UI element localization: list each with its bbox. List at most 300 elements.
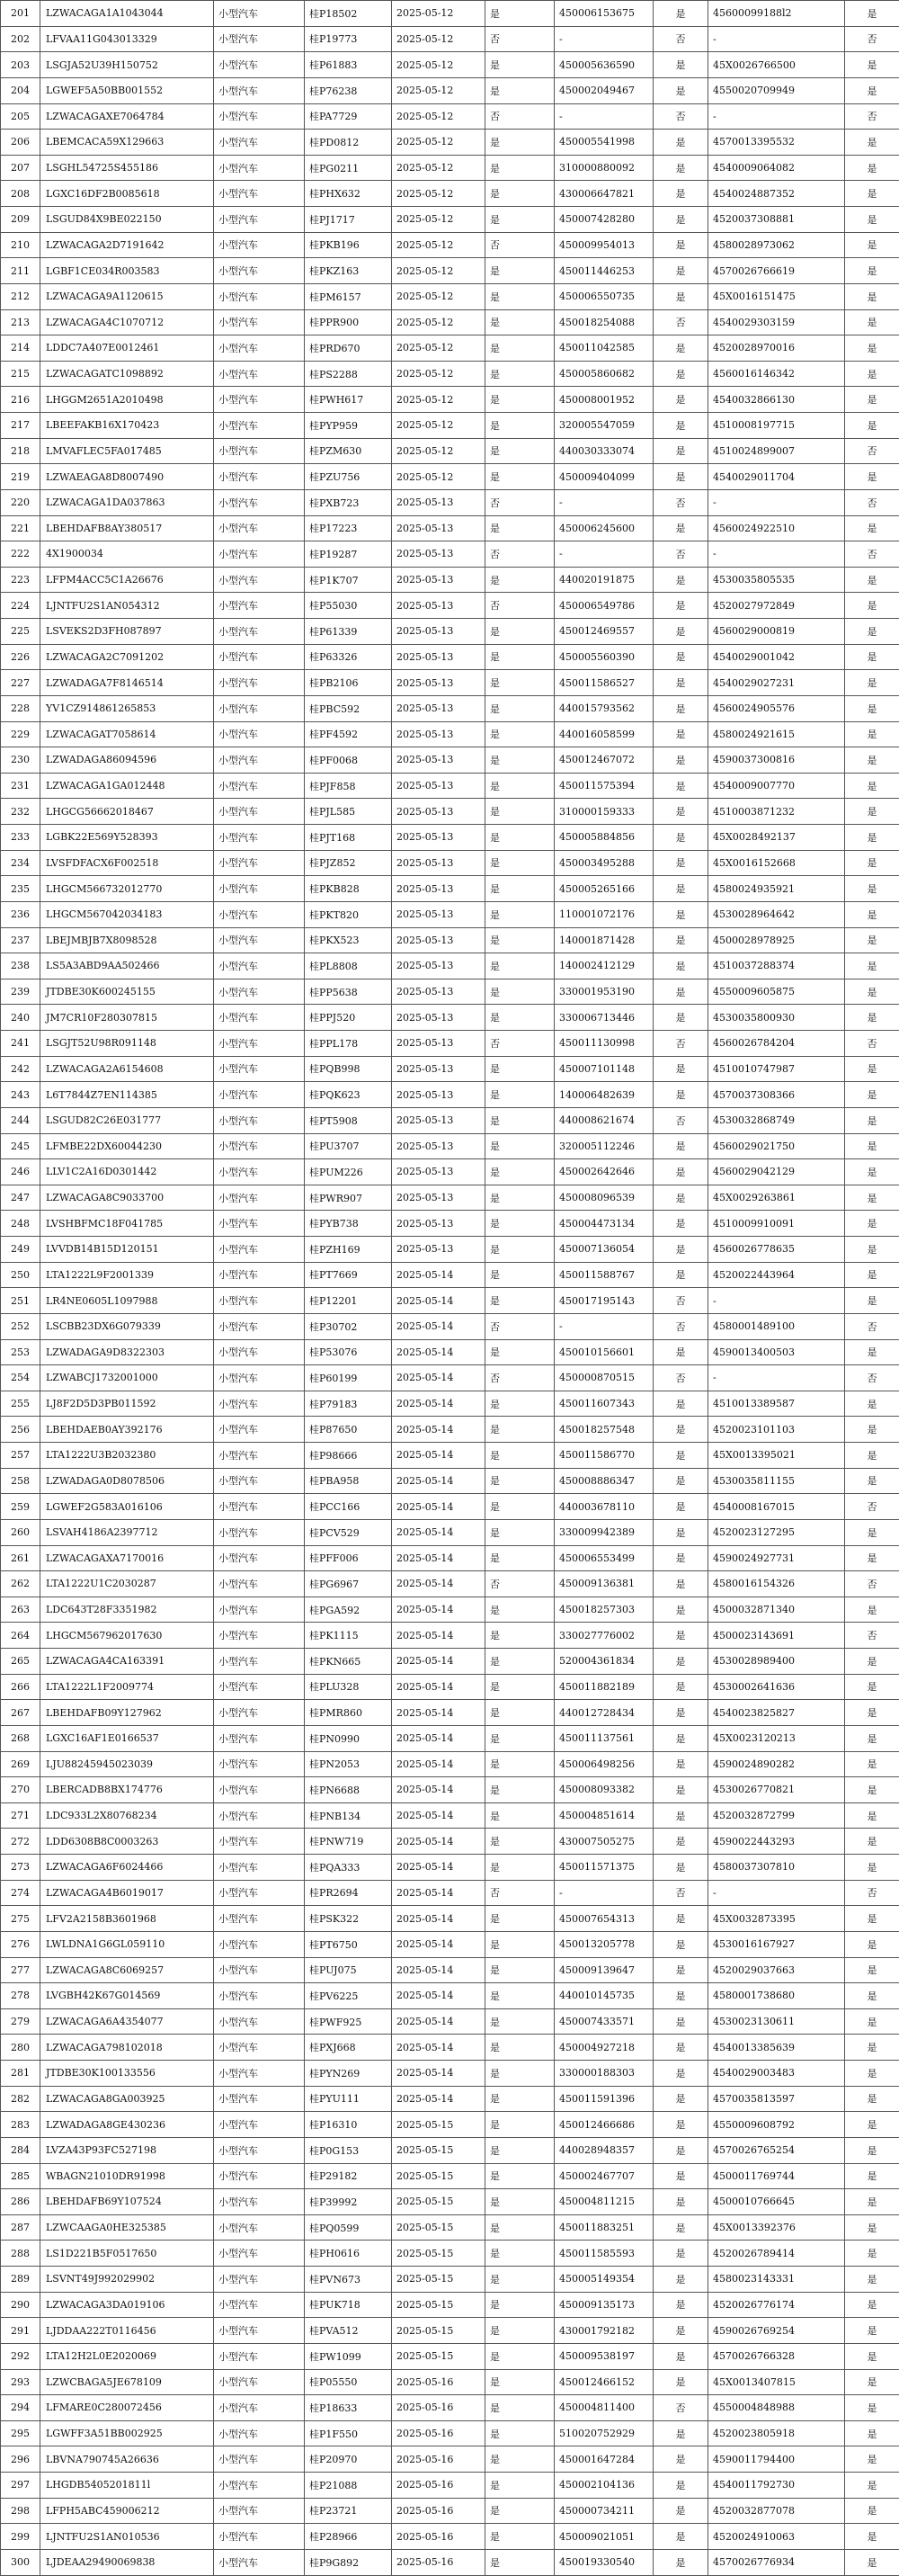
vin-cell: LZWACAGA6F6024466 (40, 1855, 214, 1881)
policy-number-cell: 450004811400 (555, 2395, 654, 2421)
vehicle-type-cell: 小型汽车 (214, 825, 305, 851)
policy-number-cell: 450007101148 (555, 1056, 654, 1082)
policy-number-2-cell: 4530032868749 (708, 1107, 845, 1133)
date-cell: 2025-05-14 (392, 1597, 485, 1623)
vehicle-type-cell: 小型汽车 (214, 721, 305, 747)
row-number: 248 (1, 1211, 40, 1237)
date-cell: 2025-05-12 (392, 130, 485, 156)
policy-number-cell: 450011585593 (555, 2241, 654, 2267)
date-cell: 2025-05-12 (392, 103, 485, 130)
row-number: 232 (1, 799, 40, 825)
vehicle-type-cell: 小型汽车 (214, 670, 305, 696)
row-number: 289 (1, 2267, 40, 2293)
flag-1-cell: 是 (485, 2267, 555, 2293)
vin-cell: LJDEAA29490069838 (40, 2549, 214, 2575)
date-cell: 2025-05-14 (392, 1674, 485, 1700)
vehicle-type-cell: 小型汽车 (214, 2035, 305, 2061)
plate-cell: 桂PB2106 (305, 670, 392, 696)
policy-number-cell: 320005547059 (555, 413, 654, 439)
plate-cell: 桂PKX523 (305, 927, 392, 953)
date-cell: 2025-05-14 (392, 1931, 485, 1957)
flag-2-cell: 否 (654, 103, 708, 130)
date-cell: 2025-05-13 (392, 953, 485, 979)
table-row (1, 2008, 899, 2035)
policy-number-cell: 450005149354 (555, 2267, 654, 2293)
policy-number-cell: - (555, 103, 654, 130)
policy-number-2-cell: 4530028989400 (708, 1649, 845, 1675)
vin-cell: LZWACAGA8C6069257 (40, 1957, 214, 1983)
table-row (1, 2035, 899, 2061)
flag-2-cell: 是 (654, 1983, 708, 2009)
table-row (1, 747, 899, 774)
policy-number-2-cell: 45X0016152668 (708, 850, 845, 876)
flag-3-cell: 是 (845, 283, 899, 309)
policy-number-cell: 450012469557 (555, 619, 654, 645)
vin-cell: LZWACAGAXA7170016 (40, 1545, 214, 1571)
flag-2-cell: 是 (654, 52, 708, 78)
policy-number-2-cell: 4560024922510 (708, 515, 845, 541)
policy-number-cell: 450002049467 (555, 77, 654, 103)
vin-cell: LZWACAGA1DA037863 (40, 489, 214, 515)
policy-number-cell: 450011130998 (555, 1031, 654, 1057)
plate-cell: 桂PWH617 (305, 387, 392, 413)
date-cell: 2025-05-13 (392, 593, 485, 619)
table-row (1, 1417, 899, 1443)
table-row (1, 1494, 899, 1520)
flag-2-cell: 是 (654, 1519, 708, 1545)
row-number: 213 (1, 309, 40, 335)
plate-cell: 桂PBC592 (305, 695, 392, 721)
flag-1-cell: 是 (485, 181, 555, 207)
policy-number-cell: 450011575394 (555, 773, 654, 799)
vin-cell: 4X1900034 (40, 541, 214, 568)
flag-3-cell: 是 (845, 567, 899, 593)
vin-cell: LTA1222L9F2001339 (40, 1262, 214, 1288)
vin-cell: LS1D221B5F0517650 (40, 2241, 214, 2267)
date-cell: 2025-05-12 (392, 258, 485, 284)
vehicle-type-cell: 小型汽车 (214, 2241, 305, 2267)
policy-number-2-cell: 4520023127295 (708, 1519, 845, 1545)
flag-1-cell: 否 (485, 1313, 555, 1339)
row-number: 220 (1, 489, 40, 515)
table-row (1, 1725, 899, 1751)
row-number: 230 (1, 747, 40, 774)
date-cell: 2025-05-12 (392, 335, 485, 362)
date-cell: 2025-05-13 (392, 825, 485, 851)
plate-cell: 桂P39992 (305, 2189, 392, 2215)
date-cell: 2025-05-14 (392, 1777, 485, 1803)
flag-2-cell: 是 (654, 799, 708, 825)
flag-1-cell: 是 (485, 1005, 555, 1031)
vin-cell: LGWEF2G583A016106 (40, 1494, 214, 1520)
policy-number-cell: 450008096539 (555, 1185, 654, 1211)
vehicle-type-cell: 小型汽车 (214, 1700, 305, 1726)
policy-number-2-cell: 4580001738680 (708, 1983, 845, 2009)
vin-cell: LVSFDFACX6F002518 (40, 850, 214, 876)
flag-2-cell: 是 (654, 1700, 708, 1726)
row-number: 285 (1, 2163, 40, 2189)
vehicle-type-cell: 小型汽车 (214, 2061, 305, 2087)
flag-2-cell: 是 (654, 2343, 708, 2369)
flag-1-cell: 是 (485, 1983, 555, 2009)
date-cell: 2025-05-12 (392, 155, 485, 181)
vehicle-type-cell: 小型汽车 (214, 1417, 305, 1443)
row-number: 209 (1, 207, 40, 233)
policy-number-cell: 320005112246 (555, 1133, 654, 1159)
flag-2-cell: 是 (654, 953, 708, 979)
flag-3-cell: 是 (845, 670, 899, 696)
flag-1-cell: 是 (485, 387, 555, 413)
table-row (1, 1031, 899, 1057)
flag-3-cell: 是 (845, 1133, 899, 1159)
flag-3-cell: 是 (845, 1262, 899, 1288)
vin-cell: LSGUD82C26E031777 (40, 1107, 214, 1133)
vin-cell: WBAGN21010DR91998 (40, 2163, 214, 2189)
vehicle-type-cell: 小型汽车 (214, 2267, 305, 2293)
flag-1-cell: 是 (485, 2086, 555, 2112)
row-number: 242 (1, 1056, 40, 1082)
vin-cell: LVVDB14B15D120151 (40, 1237, 214, 1263)
policy-number-cell: 450007654313 (555, 1906, 654, 1932)
date-cell: 2025-05-16 (392, 2420, 485, 2446)
vehicle-type-cell: 小型汽车 (214, 103, 305, 130)
policy-number-2-cell: 4540029003483 (708, 2061, 845, 2087)
vin-cell: YV1CZ914861265853 (40, 695, 214, 721)
policy-number-2-cell: 45X0013392376 (708, 2214, 845, 2241)
flag-1-cell: 是 (485, 1391, 555, 1417)
flag-2-cell: 是 (654, 1855, 708, 1881)
flag-3-cell: 是 (845, 1545, 899, 1571)
row-number: 271 (1, 1802, 40, 1829)
table-row (1, 1545, 899, 1571)
flag-3-cell: 否 (845, 1880, 899, 1906)
policy-number-cell: 450008001952 (555, 387, 654, 413)
policy-number-cell: 450004811215 (555, 2189, 654, 2215)
flag-2-cell: 是 (654, 2473, 708, 2499)
vin-cell: LZWAEAGA8D8007490 (40, 464, 214, 490)
policy-number-2-cell: 4510003871232 (708, 799, 845, 825)
table-row (1, 361, 899, 387)
row-number: 234 (1, 850, 40, 876)
row-number: 225 (1, 619, 40, 645)
flag-1-cell: 是 (485, 1931, 555, 1957)
date-cell: 2025-05-13 (392, 644, 485, 670)
vehicle-type-cell: 小型汽车 (214, 1339, 305, 1365)
flag-1-cell: 是 (485, 1288, 555, 1314)
vin-cell: LGXC16AF1E0166537 (40, 1725, 214, 1751)
flag-1-cell: 是 (485, 2473, 555, 2499)
flag-1-cell: 是 (485, 335, 555, 362)
table-row (1, 850, 899, 876)
policy-number-cell: 450011883251 (555, 2214, 654, 2241)
flag-3-cell: 是 (845, 77, 899, 103)
flag-2-cell: 是 (654, 1005, 708, 1031)
plate-cell: 桂PJT168 (305, 825, 392, 851)
flag-1-cell: 是 (485, 1185, 555, 1211)
policy-number-2-cell: 4510008197715 (708, 413, 845, 439)
row-number: 286 (1, 2189, 40, 2215)
policy-number-2-cell: 4590022443293 (708, 1829, 845, 1855)
table-row (1, 619, 899, 645)
vin-cell: LJU88245945023039 (40, 1751, 214, 1777)
vehicle-type-cell: 小型汽车 (214, 593, 305, 619)
date-cell: 2025-05-13 (392, 1211, 485, 1237)
flag-3-cell: 是 (845, 2163, 899, 2189)
policy-number-cell: 450017195143 (555, 1288, 654, 1314)
row-number: 292 (1, 2343, 40, 2369)
flag-2-cell: 否 (654, 1107, 708, 1133)
table-row (1, 2189, 899, 2215)
flag-3-cell: 是 (845, 2292, 899, 2318)
flag-2-cell: 是 (654, 2214, 708, 2241)
vin-cell: LHGCM567042034183 (40, 901, 214, 927)
flag-1-cell: 是 (485, 464, 555, 490)
policy-number-cell: 450006549786 (555, 593, 654, 619)
flag-3-cell: 是 (845, 464, 899, 490)
flag-2-cell: 是 (654, 1829, 708, 1855)
row-number: 235 (1, 876, 40, 902)
flag-1-cell: 是 (485, 1211, 555, 1237)
flag-1-cell: 是 (485, 2214, 555, 2241)
table-row (1, 2420, 899, 2446)
date-cell: 2025-05-16 (392, 2498, 485, 2524)
flag-3-cell: 是 (845, 1, 899, 27)
flag-3-cell: 是 (845, 901, 899, 927)
table-row (1, 2498, 899, 2524)
row-number: 203 (1, 52, 40, 78)
flag-2-cell: 是 (654, 515, 708, 541)
flag-2-cell: 是 (654, 747, 708, 774)
flag-1-cell: 是 (485, 1, 555, 27)
plate-cell: 桂PCV529 (305, 1519, 392, 1545)
row-number: 280 (1, 2035, 40, 2061)
policy-number-2-cell: 4530035805535 (708, 567, 845, 593)
flag-2-cell: 是 (654, 1159, 708, 1185)
flag-2-cell: 是 (654, 773, 708, 799)
row-number: 241 (1, 1031, 40, 1057)
flag-3-cell: 是 (845, 1906, 899, 1932)
vin-cell: LBEJMBJB7X8098528 (40, 927, 214, 953)
flag-2-cell: 是 (654, 2292, 708, 2318)
date-cell: 2025-05-15 (392, 2292, 485, 2318)
policy-number-2-cell: 45X0023120213 (708, 1725, 845, 1751)
flag-2-cell: 是 (654, 1725, 708, 1751)
policy-number-cell: 450003495288 (555, 850, 654, 876)
vin-cell: LGWEF5A50BB001552 (40, 77, 214, 103)
vin-cell: LTA1222U1C2030287 (40, 1571, 214, 1597)
flag-2-cell: 是 (654, 670, 708, 696)
vin-cell: LBEHDAEB0AY392176 (40, 1417, 214, 1443)
vin-cell: LBERCADB8BX174776 (40, 1777, 214, 1803)
row-number: 257 (1, 1443, 40, 1469)
policy-number-2-cell: 4590011794400 (708, 2446, 845, 2473)
flag-1-cell: 是 (485, 1056, 555, 1082)
vehicle-type-cell: 小型汽车 (214, 1005, 305, 1031)
vin-cell: LZWADAGA86094596 (40, 747, 214, 774)
row-number: 256 (1, 1417, 40, 1443)
vin-cell: LSVEKS2D3FH087897 (40, 619, 214, 645)
policy-number-2-cell: 4520023101103 (708, 1417, 845, 1443)
date-cell: 2025-05-14 (392, 1855, 485, 1881)
date-cell: 2025-05-14 (392, 1623, 485, 1649)
flag-1-cell: 是 (485, 2241, 555, 2267)
row-number: 288 (1, 2241, 40, 2267)
table-row (1, 1931, 899, 1957)
policy-number-cell: 450006498256 (555, 1751, 654, 1777)
vehicle-type-cell: 小型汽车 (214, 695, 305, 721)
vin-cell: LFMARE0C280072456 (40, 2395, 214, 2421)
flag-2-cell: 是 (654, 1777, 708, 1803)
flag-2-cell: 否 (654, 1880, 708, 1906)
policy-number-2-cell: 4540032866130 (708, 387, 845, 413)
vehicle-type-cell: 小型汽车 (214, 799, 305, 825)
policy-number-2-cell: 4530028964642 (708, 901, 845, 927)
plate-cell: 桂PUM226 (305, 1159, 392, 1185)
flag-2-cell: 是 (654, 1082, 708, 1108)
flag-3-cell: 是 (845, 2498, 899, 2524)
vehicle-type-cell: 小型汽车 (214, 1494, 305, 1520)
vehicle-type-cell: 小型汽车 (214, 2214, 305, 2241)
flag-3-cell: 否 (845, 1571, 899, 1597)
flag-2-cell: 是 (654, 387, 708, 413)
plate-cell: 桂PS2288 (305, 361, 392, 387)
date-cell: 2025-05-13 (392, 1005, 485, 1031)
flag-3-cell: 是 (845, 1855, 899, 1881)
policy-number-cell: 450018257303 (555, 1597, 654, 1623)
vehicle-type-cell: 小型汽车 (214, 1880, 305, 1906)
policy-number-2-cell: - (708, 103, 845, 130)
table-row (1, 1623, 899, 1649)
vehicle-type-cell: 小型汽车 (214, 438, 305, 464)
table-row (1, 52, 899, 78)
flag-1-cell: 是 (485, 1597, 555, 1623)
flag-1-cell: 是 (485, 1262, 555, 1288)
plate-cell: 桂PHX632 (305, 181, 392, 207)
policy-number-cell: 450011446253 (555, 258, 654, 284)
plate-cell: 桂PWR907 (305, 1185, 392, 1211)
vehicle-type-cell: 小型汽车 (214, 773, 305, 799)
flag-1-cell: 否 (485, 489, 555, 515)
policy-number-2-cell: 4520037308881 (708, 207, 845, 233)
flag-2-cell: 是 (654, 1623, 708, 1649)
date-cell: 2025-05-13 (392, 1056, 485, 1082)
date-cell: 2025-05-13 (392, 721, 485, 747)
plate-cell: 桂PN2053 (305, 1751, 392, 1777)
policy-number-2-cell: 4580001489100 (708, 1313, 845, 1339)
plate-cell: 桂PUK718 (305, 2292, 392, 2318)
table-row (1, 1443, 899, 1469)
table-row (1, 1649, 899, 1675)
flag-1-cell: 是 (485, 2189, 555, 2215)
vehicle-type-cell: 小型汽车 (214, 207, 305, 233)
row-number: 296 (1, 2446, 40, 2473)
flag-3-cell: 否 (845, 1623, 899, 1649)
flag-1-cell: 是 (485, 258, 555, 284)
policy-number-cell: 450009139647 (555, 1957, 654, 1983)
flag-1-cell: 是 (485, 1082, 555, 1108)
flag-2-cell: 是 (654, 2420, 708, 2446)
policy-number-2-cell: 4580037307810 (708, 1855, 845, 1881)
flag-3-cell: 是 (845, 2189, 899, 2215)
table-row (1, 1159, 899, 1185)
policy-number-cell: 450009136381 (555, 1571, 654, 1597)
plate-cell: 桂PJ1717 (305, 207, 392, 233)
date-cell: 2025-05-13 (392, 747, 485, 774)
vehicle-type-cell: 小型汽车 (214, 1751, 305, 1777)
policy-number-2-cell: 45X0032873395 (708, 1906, 845, 1932)
vin-cell: LBEHDAFB8AY380517 (40, 515, 214, 541)
row-number: 206 (1, 130, 40, 156)
plate-cell: 桂PW1099 (305, 2343, 392, 2369)
row-number: 283 (1, 2112, 40, 2138)
flag-1-cell: 否 (485, 541, 555, 568)
plate-cell: 桂P05550 (305, 2369, 392, 2395)
vehicle-type-cell: 小型汽车 (214, 155, 305, 181)
policy-number-2-cell: 4530002641636 (708, 1674, 845, 1700)
vehicle-type-cell: 小型汽车 (214, 1159, 305, 1185)
flag-3-cell: 是 (845, 1983, 899, 2009)
date-cell: 2025-05-14 (392, 1391, 485, 1417)
row-number: 223 (1, 567, 40, 593)
vin-cell: LTA12H2L0E2020069 (40, 2343, 214, 2369)
policy-number-cell: 450000734211 (555, 2498, 654, 2524)
date-cell: 2025-05-14 (392, 1983, 485, 2009)
table-row (1, 181, 899, 207)
plate-cell: 桂PJL585 (305, 799, 392, 825)
flag-1-cell: 是 (485, 1829, 555, 1855)
policy-number-cell: 440008621674 (555, 1107, 654, 1133)
flag-2-cell: 是 (654, 2112, 708, 2138)
table-row (1, 1855, 899, 1881)
plate-cell: 桂P79183 (305, 1391, 392, 1417)
flag-2-cell: 是 (654, 2035, 708, 2061)
policy-number-2-cell: 4520023805918 (708, 2420, 845, 2446)
plate-cell: 桂PNW719 (305, 1829, 392, 1855)
plate-cell: 桂PYU111 (305, 2086, 392, 2112)
vehicle-type-cell: 小型汽车 (214, 1777, 305, 1803)
flag-2-cell: 是 (654, 1571, 708, 1597)
table-row (1, 1468, 899, 1494)
date-cell: 2025-05-14 (392, 1262, 485, 1288)
policy-number-cell: - (555, 26, 654, 52)
row-number: 264 (1, 1623, 40, 1649)
row-number: 274 (1, 1880, 40, 1906)
policy-number-cell: 450019330540 (555, 2549, 654, 2575)
plate-cell: 桂PQ0599 (305, 2214, 392, 2241)
table-row (1, 413, 899, 439)
policy-number-cell: 440010145735 (555, 1983, 654, 2009)
policy-number-2-cell: 4590037300816 (708, 747, 845, 774)
table-row (1, 2061, 899, 2087)
plate-cell: 桂PKN665 (305, 1649, 392, 1675)
flag-2-cell: 是 (654, 850, 708, 876)
date-cell: 2025-05-16 (392, 2446, 485, 2473)
row-number: 298 (1, 2498, 40, 2524)
date-cell: 2025-05-13 (392, 1107, 485, 1133)
vin-cell: LZWACAGA8GA003925 (40, 2086, 214, 2112)
date-cell: 2025-05-14 (392, 1519, 485, 1545)
plate-cell: 桂P30702 (305, 1313, 392, 1339)
plate-cell: 桂PXB723 (305, 489, 392, 515)
flag-3-cell: 是 (845, 1597, 899, 1623)
flag-1-cell: 是 (485, 130, 555, 156)
table-row (1, 1829, 899, 1855)
flag-3-cell: 是 (845, 2369, 899, 2395)
policy-number-cell: 110001072176 (555, 901, 654, 927)
vehicle-type-cell: 小型汽车 (214, 541, 305, 568)
flag-3-cell: 是 (845, 1519, 899, 1545)
flag-1-cell: 否 (485, 1571, 555, 1597)
